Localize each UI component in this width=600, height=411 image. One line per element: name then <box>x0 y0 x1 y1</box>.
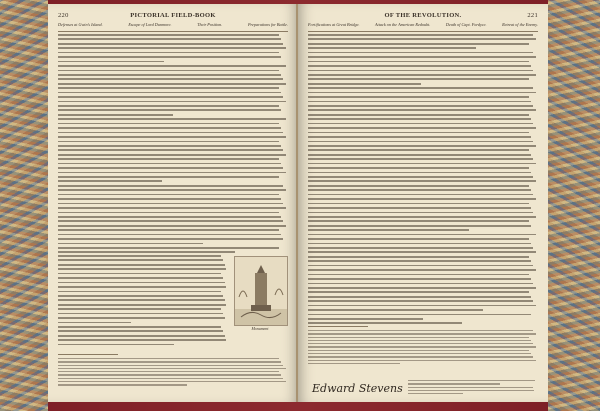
text-line <box>308 256 529 258</box>
left-running-title: PICTORIAL FIELD-BOOK <box>130 12 216 19</box>
text-line <box>58 105 279 107</box>
text-line <box>58 339 226 341</box>
text-line <box>58 335 225 337</box>
text-line <box>308 96 529 98</box>
text-line <box>308 52 533 54</box>
text-line <box>58 114 173 116</box>
text-line <box>408 393 463 394</box>
text-line <box>308 225 531 227</box>
text-line <box>308 198 536 200</box>
text-line <box>58 154 286 156</box>
text-line <box>308 34 533 36</box>
text-line <box>308 185 529 187</box>
left-body-text-wrapped <box>58 255 228 348</box>
text-line <box>58 43 283 45</box>
right-page <box>298 4 548 402</box>
text-line <box>58 141 279 143</box>
text-line <box>58 304 226 306</box>
marbled-edge-left <box>0 0 48 411</box>
text-line <box>308 101 531 103</box>
text-line <box>408 380 535 381</box>
text-line <box>308 83 421 85</box>
text-line <box>308 87 533 89</box>
left-footnotes <box>58 358 288 388</box>
text-line <box>58 136 286 138</box>
text-line <box>308 43 529 45</box>
text-line <box>58 358 279 359</box>
text-line <box>58 83 286 85</box>
text-line <box>308 56 536 58</box>
text-line <box>308 337 529 338</box>
text-line <box>308 330 533 331</box>
text-line <box>308 118 531 120</box>
text-line <box>58 207 286 209</box>
text-line <box>308 78 529 80</box>
text-line <box>58 371 279 372</box>
text-line <box>308 251 536 253</box>
left-subheads <box>58 22 288 32</box>
text-line <box>58 167 283 169</box>
text-line <box>58 273 221 275</box>
right-footnote-rule <box>308 326 368 327</box>
text-line <box>58 189 286 191</box>
marbled-edge-right <box>548 0 600 411</box>
text-line <box>308 163 536 165</box>
text-line <box>308 350 529 351</box>
text-line <box>58 243 203 245</box>
text-line <box>308 61 529 63</box>
right-footnote-beside-signature <box>408 380 538 396</box>
text-line <box>308 229 469 231</box>
text-line <box>308 300 533 302</box>
text-line <box>58 344 174 346</box>
text-line <box>58 326 221 328</box>
text-line <box>308 291 529 293</box>
text-line <box>308 243 531 245</box>
text-line <box>408 383 500 384</box>
text-line <box>58 163 281 165</box>
text-line <box>58 101 286 103</box>
text-line <box>308 123 533 125</box>
right-body-text <box>308 34 538 327</box>
left-page-number: 220 <box>58 12 69 19</box>
right-subheads <box>308 22 538 32</box>
text-line <box>58 282 225 284</box>
text-line <box>58 384 187 385</box>
text-line <box>58 145 281 147</box>
text-line <box>308 154 531 156</box>
text-line <box>308 309 483 311</box>
text-line <box>58 234 281 236</box>
right-footnotes <box>308 330 538 366</box>
text-line <box>58 286 226 288</box>
text-line <box>58 299 225 301</box>
text-line <box>308 238 529 240</box>
text-line <box>308 234 536 236</box>
text-line <box>58 381 286 382</box>
text-line <box>308 340 531 341</box>
text-line <box>58 313 223 315</box>
text-line <box>308 212 533 214</box>
text-line <box>58 203 283 205</box>
text-line <box>58 52 279 54</box>
left-running-head <box>58 12 288 22</box>
text-line <box>58 87 279 89</box>
text-line <box>308 287 536 289</box>
text-line <box>58 247 279 249</box>
text-line <box>308 269 536 271</box>
text-line <box>308 189 531 191</box>
text-line <box>58 74 281 76</box>
text-line <box>58 92 281 94</box>
text-line <box>58 259 223 261</box>
left-footnote-rule <box>58 354 118 355</box>
text-line <box>58 56 281 58</box>
text-line <box>58 61 164 63</box>
text-line <box>58 268 226 270</box>
left-body-text <box>58 34 288 256</box>
text-line <box>58 47 286 49</box>
text-line <box>58 212 279 214</box>
text-line <box>58 322 131 324</box>
text-line <box>308 305 536 307</box>
text-line <box>308 260 531 262</box>
text-line <box>58 194 279 196</box>
text-line <box>308 172 531 174</box>
text-line <box>58 264 225 266</box>
text-line <box>58 158 279 160</box>
text-line <box>58 291 221 293</box>
text-line <box>58 220 283 222</box>
left-subhead: Escape of Lord Dunmore. <box>128 22 172 27</box>
text-line <box>308 216 536 218</box>
text-line <box>58 378 283 379</box>
text-line <box>308 145 536 147</box>
left-subhead: Their Position. <box>197 22 223 27</box>
text-line <box>308 247 533 249</box>
text-line <box>58 65 286 67</box>
text-line <box>58 109 281 111</box>
text-line <box>308 105 533 107</box>
text-line <box>308 207 531 209</box>
text-line <box>58 180 162 182</box>
text-line <box>308 265 533 267</box>
text-line <box>308 353 531 354</box>
text-line <box>308 274 529 276</box>
text-line <box>58 368 286 369</box>
text-line <box>308 180 536 182</box>
text-line <box>308 283 533 285</box>
text-line <box>58 34 279 36</box>
text-line <box>58 127 281 129</box>
text-line <box>308 333 536 334</box>
text-line <box>58 374 281 375</box>
signature-facsimile: Edward Stevens <box>312 382 403 395</box>
text-line <box>308 296 531 298</box>
text-line <box>58 149 283 151</box>
text-line <box>308 343 533 344</box>
text-line <box>58 185 283 187</box>
text-line <box>308 92 536 94</box>
text-line <box>308 356 533 357</box>
left-page <box>48 4 298 402</box>
text-line <box>308 314 531 316</box>
text-line <box>308 176 533 178</box>
text-line <box>308 360 536 361</box>
text-line <box>308 346 536 347</box>
text-line <box>308 136 531 138</box>
text-line <box>308 322 462 324</box>
left-subhead: Preparations for Battle. <box>248 22 288 27</box>
text-line <box>308 65 531 67</box>
text-line <box>58 225 286 227</box>
text-line <box>58 365 283 366</box>
text-line <box>58 277 223 279</box>
text-line <box>58 176 279 178</box>
text-line <box>308 109 536 111</box>
text-line <box>58 198 281 200</box>
text-line <box>308 74 536 76</box>
text-line <box>58 308 221 310</box>
right-subhead: Fortifications at Great Bridge. <box>308 22 360 27</box>
text-line <box>58 172 286 174</box>
text-line <box>308 149 529 151</box>
text-line <box>308 167 529 169</box>
text-line <box>58 216 281 218</box>
right-running-title: OF THE REVOLUTION. <box>384 12 462 19</box>
text-line <box>58 229 279 231</box>
text-line <box>58 361 281 362</box>
right-page-number: 221 <box>527 12 538 19</box>
text-line <box>308 278 531 280</box>
text-line <box>308 203 529 205</box>
text-line <box>408 387 533 388</box>
monument-caption: Monument <box>251 326 269 331</box>
text-line <box>308 114 529 116</box>
text-line <box>308 127 536 129</box>
text-line <box>308 318 423 320</box>
text-line <box>308 363 400 364</box>
text-line <box>308 47 476 49</box>
text-line <box>58 118 286 120</box>
text-line <box>58 251 235 253</box>
text-line <box>408 390 534 391</box>
text-line <box>58 96 283 98</box>
text-line <box>58 317 225 319</box>
right-subhead: Death of Capt. Fordyce. <box>445 22 487 27</box>
text-line <box>58 123 279 125</box>
text-line <box>308 220 529 222</box>
text-line <box>308 194 533 196</box>
text-line <box>308 158 533 160</box>
right-running-head <box>308 12 538 22</box>
text-line <box>58 70 279 72</box>
text-line <box>58 295 223 297</box>
text-line <box>58 132 283 134</box>
text-line <box>308 141 533 143</box>
text-line <box>308 38 536 40</box>
right-subhead: Attack on the American Redoubt. <box>375 22 431 27</box>
text-line <box>308 70 533 72</box>
text-line <box>58 255 221 257</box>
right-subhead: Retreat of the Enemy. <box>502 22 538 27</box>
left-subhead: Defenses at Gwin's Island. <box>58 22 103 27</box>
text-line <box>58 330 223 332</box>
text-line <box>58 78 283 80</box>
monument-illustration <box>234 256 288 326</box>
text-line <box>58 238 283 240</box>
text-line <box>58 38 281 40</box>
text-line <box>308 132 529 134</box>
